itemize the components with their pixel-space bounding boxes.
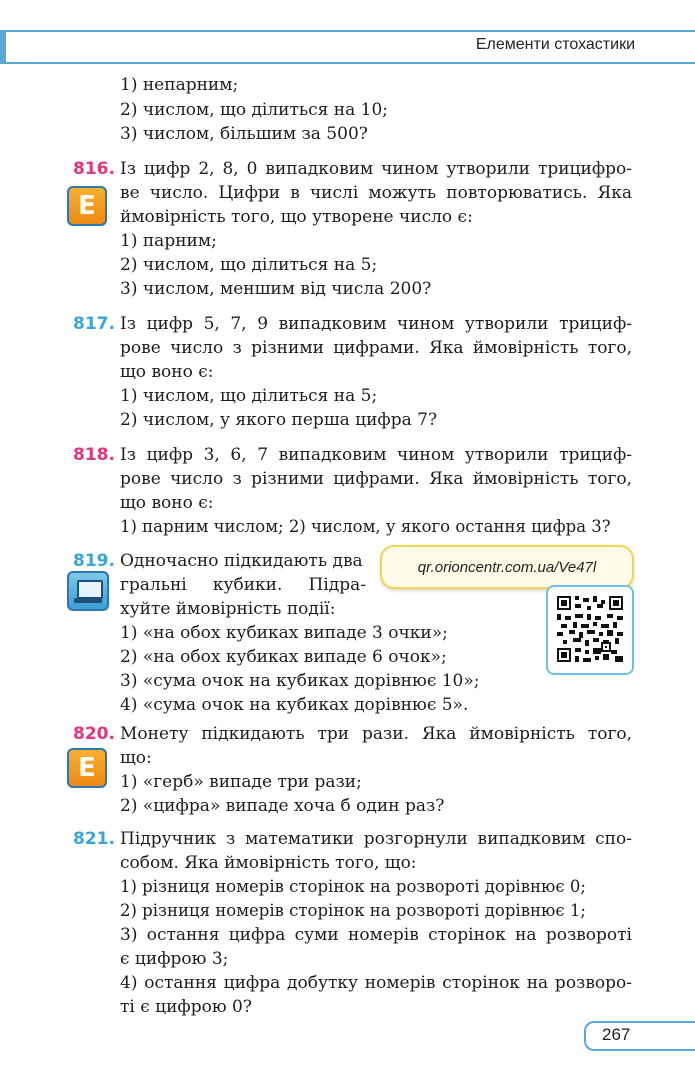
problem-text: 2) числом, що ділиться на 5; [120,255,378,275]
problem-number: 818. [73,445,115,465]
problem-text: собом. Яка ймовірність того, що: [120,853,417,873]
problem-text: Із цифр 2, 8, 0 випадковим чином утворили трицифро- [120,159,632,179]
problem-text: ті є цифрою 0? [120,997,252,1017]
e-badge-icon: Е [67,186,107,226]
problem-text: 3) остання цифра суми номерів сторінок на розвороті [120,925,632,945]
computer-icon [67,571,109,611]
problem-text: 1) «на обох кубиках випаде 3 очки»; [120,623,448,643]
computer-screen-shape [77,580,103,599]
qr-code-graphic [557,596,623,662]
problem-number: 819. [73,551,115,571]
problem-text: ймовірність того, що утворене число є: [120,207,473,227]
problem-text: Одночасно підкидають два [120,551,363,571]
problem-text: рове число з різними цифрами. Яка ймовірність того, [120,338,632,358]
page-number-tab [584,1021,695,1051]
intro-line: 3) числом, більшим за 500? [120,124,368,144]
e-badge-icon: Е [67,748,107,788]
problem-text: гральні кубики. Підра- [120,575,366,595]
problem-text: що воно є: [120,362,214,382]
problem-text: 3) «сума очок на кубиках дорівнює 10»; [120,671,480,691]
problem-text: 1) числом, що ділиться на 5; [120,386,378,406]
problem-text: хуйте ймовірність події: [120,599,336,619]
problem-text: 2) числом, у якого перша цифра 7? [120,410,438,430]
intro-line: 1) непарним; [120,75,239,95]
problem-text: Із цифр 3, 6, 7 випадковим чином утворили трициф- [120,445,632,465]
problem-text: є цифрою 3; [120,949,229,969]
problem-text: Монету підкидають три рази. Яка ймовірність того, [120,724,632,744]
problem-number: 816. [73,159,115,179]
problem-text: 2) «на обох кубиках випаде 6 очок»; [120,647,447,667]
qr-code-icon[interactable] [546,585,634,675]
qr-link[interactable]: qr.orioncentr.com.ua/Ve47l [380,545,634,589]
problem-text: 3) числом, меншим від числа 200? [120,279,432,299]
page-number: 267 [602,1025,631,1044]
problem-text: Із цифр 5, 7, 9 випадковим чином утворили трициф- [120,314,632,334]
problem-text: що воно є: [120,493,214,513]
problem-text: що: [120,748,152,768]
intro-line: 2) числом, що ділиться на 10; [120,100,389,120]
header-accent [0,30,6,62]
problem-text: Підручник з математики розгорнули випадковим спо- [120,829,632,849]
problem-number: 820. [73,724,115,744]
problem-text: 1) парним числом; 2) числом, у якого остання цифра 3? [120,517,611,536]
chapter-title: Елементи стохастики [475,36,635,53]
problem-number: 817. [73,314,115,334]
problem-text: 4) «сума очок на кубиках дорівнює 5». [120,695,469,715]
problem-text: 1) «герб» випаде три рази; [120,772,362,792]
computer-base-shape [74,598,102,603]
problem-text: 2) різниця номерів сторінок на розвороті дорівнює 1; [120,901,586,920]
problem-text: 2) «цифра» випаде хоча б один раз? [120,796,445,816]
problem-text: рове число з різними цифрами. Яка ймовірність того, [120,469,632,489]
problem-number: 821. [73,829,115,849]
problem-text: ве число. Цифри в числі можуть повторюватись. Яка [120,183,632,203]
problem-text: 1) парним; [120,231,217,251]
problem-text: 4) остання цифра добутку номерів сторінок на розворо- [120,973,632,993]
problem-text: 1) різниця номерів сторінок на розвороті дорівнює 0; [120,877,586,896]
